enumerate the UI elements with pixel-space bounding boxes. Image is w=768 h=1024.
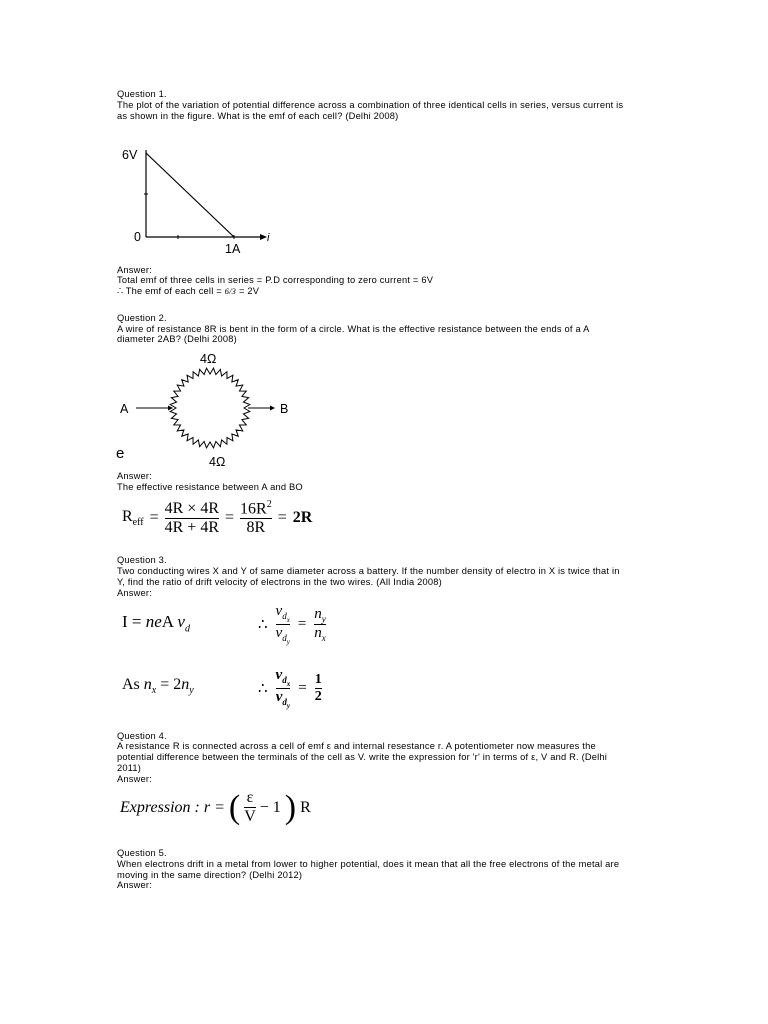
q2-text-line2: diameter 2AB? (Delhi 2008) bbox=[117, 334, 237, 344]
q2-formula bbox=[122, 499, 312, 537]
q1-heading: Question 1. bbox=[117, 89, 167, 99]
q1-x-axis-label: i bbox=[267, 232, 270, 244]
q1-y-tick-label: 6V bbox=[122, 148, 138, 162]
q1-answer-fraction: 6/3 bbox=[224, 286, 237, 296]
result: 2R bbox=[292, 509, 313, 527]
q2-label-b: B bbox=[280, 402, 289, 416]
q3-eq-ratio: ∴ $\frac{v_{d_x}}{v_{d_y}}$ = $\frac{n_y}{n_x}$ bbox=[258, 603, 326, 646]
q1-text-line2: as shown in the figure. What is the emf of each cell? (Delhi 2008) bbox=[117, 111, 399, 121]
q2-answer-line1: The effective resistance between A and BO bbox=[117, 482, 303, 492]
q2-bottom-label: 4Ω bbox=[209, 455, 226, 469]
q1-answer-label: Answer: bbox=[117, 265, 152, 275]
q4-text-line1: A resistance R is connected across a cell of emf ε and internal resestance r. A potentiometer now measures the bbox=[117, 741, 596, 751]
q1-text-line1: The plot of the variation of potential difference across a combination of three identical cells in series, versus current is bbox=[117, 100, 624, 110]
q2-heading: Question 2. bbox=[117, 313, 167, 323]
q1-origin-label: 0 bbox=[134, 230, 141, 244]
q2-stray-mark: e bbox=[116, 445, 125, 462]
q5-answer-label: Answer: bbox=[117, 880, 152, 890]
q2-resistor-ring bbox=[170, 368, 250, 448]
q1-answer-line1: Total emf of three cells in series = P.D corresponding to zero current = 6V bbox=[117, 275, 434, 285]
q2-label-a: A bbox=[120, 402, 129, 416]
q1-x-arrow bbox=[260, 234, 267, 240]
q5-text-line1: When electrons drift in a metal from lower to higher potential, does it mean that all the free electrons of the metal are bbox=[117, 859, 620, 869]
q4-heading: Question 4. bbox=[117, 731, 167, 741]
r-eff: $R_{eff}$ bbox=[122, 508, 144, 529]
q2-text-line1: A wire of resistance 8R is bent in the form of a circle. What is the effective resistance between the ends of a A bbox=[117, 324, 590, 334]
q1-line bbox=[146, 153, 234, 237]
q3-eq-result: ∴ $\frac{v_{d_x}}{v_{d_y}}$ = $\frac{1}{2}$ bbox=[258, 667, 322, 710]
q3-eq-density: As $n_x = 2n_y$ bbox=[122, 676, 194, 697]
q3-eq-current: I = neA $v_d$ bbox=[122, 612, 190, 635]
q4-answer-label: Answer: bbox=[117, 774, 152, 784]
q1-answer-suffix: = 2V bbox=[238, 286, 260, 296]
q4-text-line3: 2011) bbox=[117, 763, 142, 773]
q2-top-label: 4Ω bbox=[200, 352, 217, 366]
q3-heading: Question 3. bbox=[117, 555, 167, 565]
fraction-1: $\frac{4R \times 4R}{4R + 4R}$ bbox=[164, 499, 219, 536]
therefore-symbol: ∴ bbox=[117, 286, 124, 296]
q1-answer-prefix: The emf of each cell = bbox=[125, 286, 222, 296]
q1-graph bbox=[115, 138, 285, 258]
equals: = bbox=[149, 509, 159, 527]
q3-text-line1: Two conducting wires X and Y of same diameter across a battery. If the number density of electro in X is twice that in bbox=[117, 566, 620, 576]
q5-text-line2: moving in the same direction? (Delhi 2012) bbox=[117, 870, 303, 880]
q4-formula: Expression : r = ( $\frac{\varepsilon}{V}$ − 1 ) R bbox=[120, 788, 311, 826]
fraction-2: $\frac{16R^2}{8R}$ bbox=[240, 499, 272, 537]
q2-arrow-right bbox=[270, 406, 275, 411]
equals: = bbox=[277, 509, 287, 527]
q4-text-line2: potential difference between the terminals of the cell as V. write the expression for 'r' in terms of ε, V and R. (Delhi bbox=[117, 752, 608, 762]
q3-answer-label: Answer: bbox=[117, 588, 152, 598]
q5-heading: Question 5. bbox=[117, 848, 167, 858]
q1-answer-line2 bbox=[117, 286, 259, 297]
q2-circuit-diagram bbox=[112, 348, 302, 473]
equals: = bbox=[225, 509, 235, 527]
q1-x-tick-label: 1A bbox=[225, 242, 241, 256]
q2-answer-label: Answer: bbox=[117, 471, 152, 481]
q3-text-line2: Y, find the ratio of drift velocity of electrons in the two wires. (All India 2008) bbox=[117, 577, 442, 587]
